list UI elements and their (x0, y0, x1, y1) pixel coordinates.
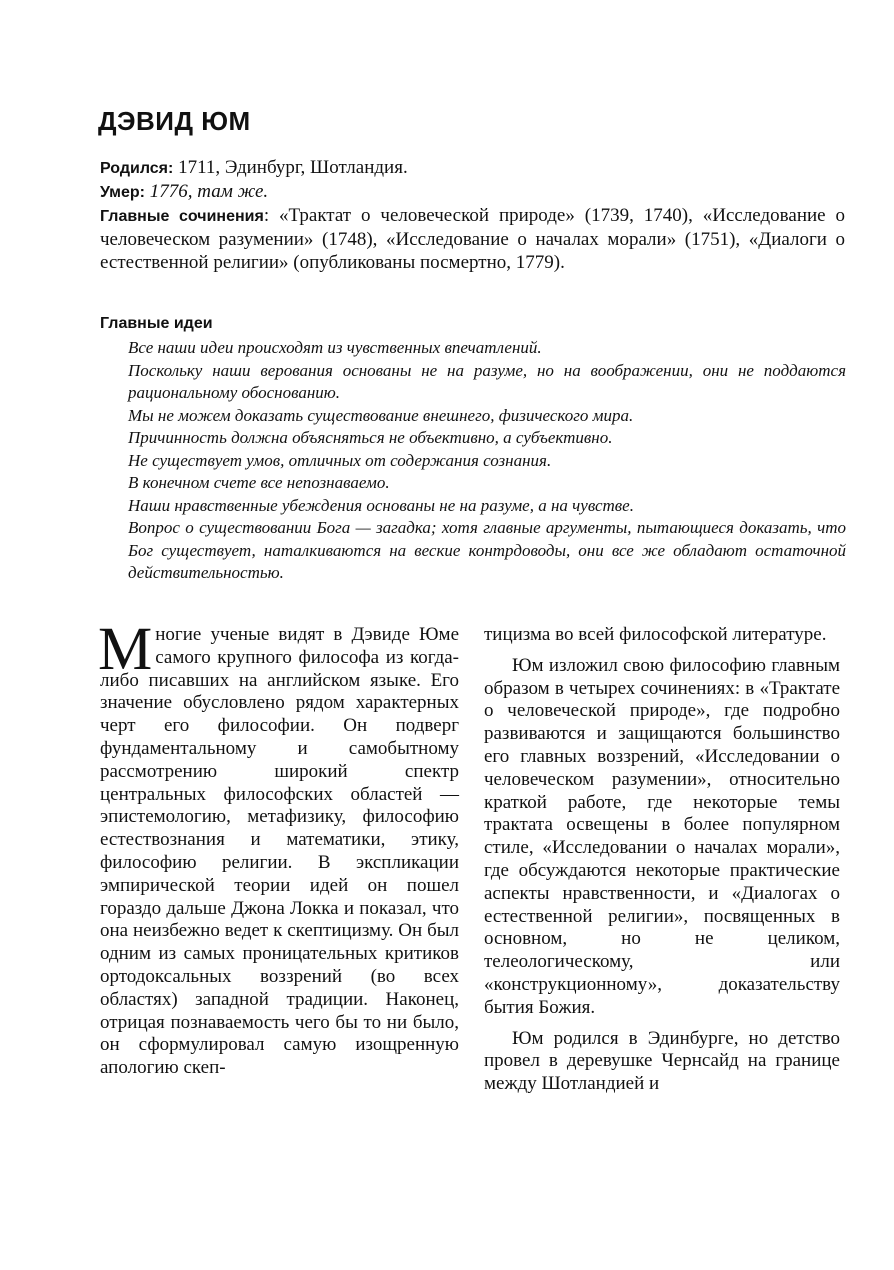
works-value: «Трактат о человеческой природе» (1739, 1740), «Исследование о человеческом разумении» (1748), «Исследование о началах морали» (1751), «Диалоги о естественной религии» (опубликованы посмертно, 1779). (100, 205, 845, 273)
born-value: 1711, Эдинбург, Шотландия. (178, 157, 408, 178)
drop-cap: М (98, 616, 153, 683)
idea-item: Наши нравственные убеждения основаны не на разуме, а на чувстве. (128, 495, 634, 515)
idea-item: Причинность должна объясняться не объективно, а субъективно. (128, 428, 613, 447)
bio-info (100, 156, 845, 274)
body-paragraph: Юм родился в Эдинбурге, но детство провел в деревушке Чернсайд на границе между Шотландией и (484, 1027, 840, 1095)
body-column-right (484, 624, 840, 1096)
died-value: 1776, там же. (149, 181, 269, 202)
died-line: Умер: 1776, там же. (100, 181, 269, 202)
died-label: Умер (100, 184, 140, 201)
body-paragraph: Юм изложил свою философию главным образом в четырех сочинениях: в «Трактате о человеческой природе», где подробно развиваются и защищаются большинство его главных воззрений, «Исследовании о человеческом разумении», относительно краткой работе, где некоторые темы трактата освещены в более популярном стиле, «Исследовании о началах морали», где обсуждаются некоторые практические аспекты нравственности, и «Диалогах о естественной религии», посвященных в основном, но не целиком, телеологическому, или «конструкционному», доказательству бытия Божия. (484, 654, 840, 1018)
born-label: Родился (100, 160, 169, 177)
idea-item: Мы не можем доказать существование внешнего, физического мира. (128, 405, 634, 425)
works-line: Главные сочинения: «Трактат о человеческой природе» (1739, 1740), «Исследование о человеческом разумении» (1748), «Исследование о началах морали» (1751), «Диалоги о естественной религии» (опубликованы посмертно, 1779). (100, 205, 845, 273)
main-ideas-heading: Главные идеи (100, 315, 213, 332)
page-title: ДЭВИД ЮМ (98, 106, 251, 136)
main-ideas-list (128, 337, 846, 585)
born-line: Родился: 1711, Эдинбург, Шотландия. (100, 157, 408, 178)
idea-item: Вопрос о существовании Бога — загадка; хотя главные аргументы, пытающиеся доказать, что Бог существует, наталкиваются на веские контрдоводы, они все же обладают остаточной действительностью. (128, 518, 846, 582)
body-column-left (98, 616, 459, 1080)
idea-item: Не существует умов, отличных от содержания сознания. (128, 450, 552, 470)
works-label: Главные сочинения (100, 208, 264, 225)
paragraph-text: ногие ученые видят в Дэвиде Юме самого крупного философа из когда-либо писавших на английском языке. Его значение обусловлено рядом характерных черт его философии. Он подверг фундаментальному и самобытному рассмотрению широкий спектр центральных философских областей — эпистемологию, метафизику, философию естествознания и математики, этику, философию религии. В экспликации эмпирической теории идей он пошел гораздо дальше Джона Локка и показал, что она неизбежно ведет к скептицизму. Он был одним из самых проницательных критиков ортодоксальных воззрений (во всех областях) западной традиции. Наконец, отрицая познаваемость чего бы то ни было, он сформулировал самую изощренную апологию скеп- (100, 624, 459, 1079)
idea-item: Все наши идеи происходят из чувственных впечатлений. (128, 338, 542, 357)
idea-item: В конечном счете все непознаваемо. (128, 473, 390, 492)
body-paragraph-continued: тицизма во всей философской литературе. (484, 624, 827, 645)
idea-item: Поскольку наши верования основаны не на разуме, но на воображении, они не поддаются рациональному обоснованию. (128, 360, 846, 402)
body-paragraph (98, 616, 459, 1080)
